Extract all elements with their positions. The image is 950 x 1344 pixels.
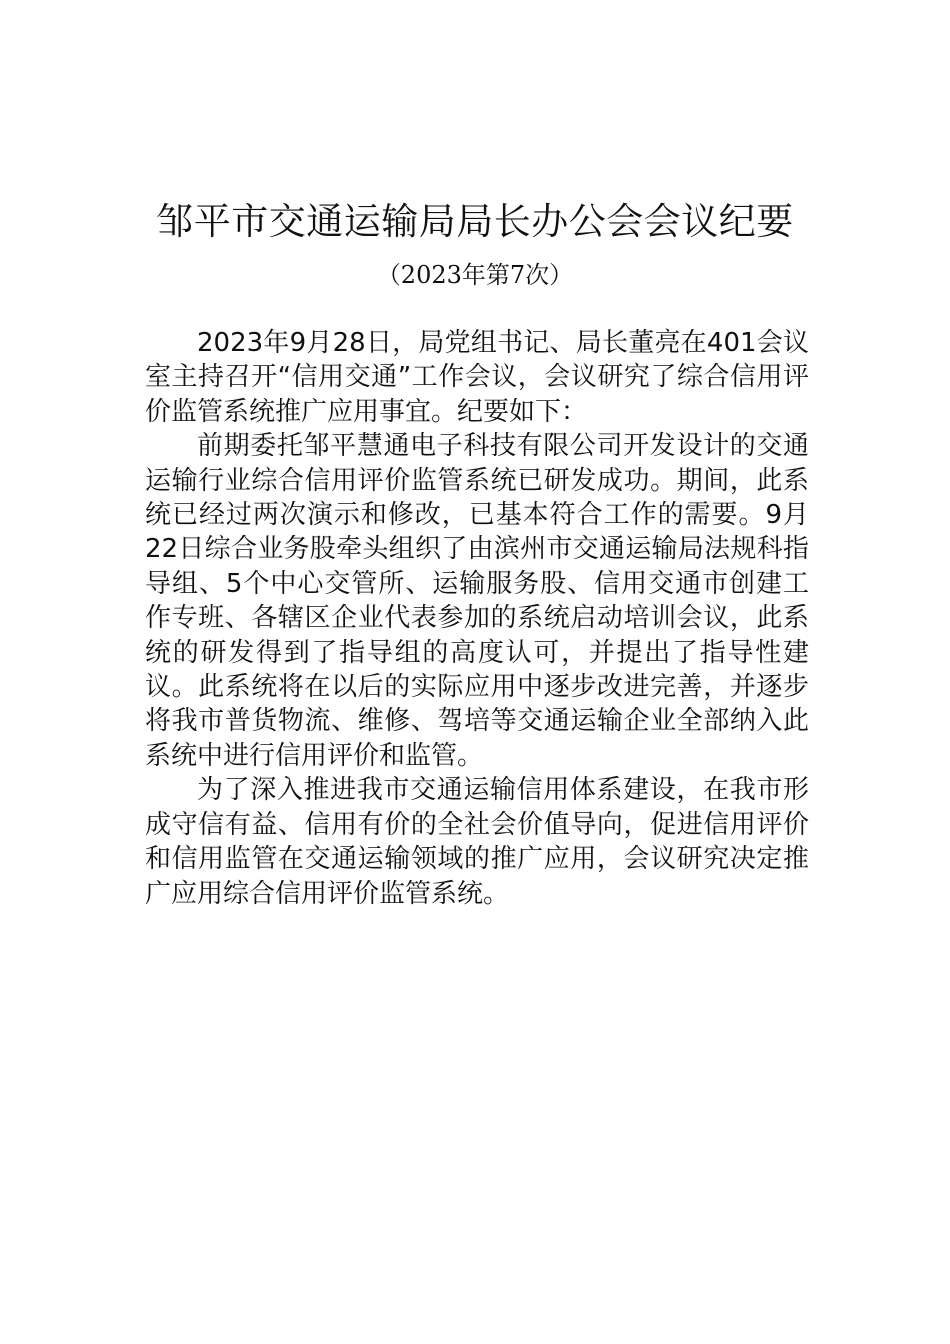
document-subtitle: （2023年第7次） [376, 261, 574, 289]
document-title: 邹平市交通运输局局长办公会会议纪要 [156, 200, 794, 243]
body-paragraph: 前期委托邹平慧通电子科技有限公司开发设计的交通运输行业综合信用评价监管系统已研发成功。期间，此系统已经过两次演示和修改，已基本符合工作的需要。9月22日综合业务股牵头组织了由滨州市交通运输局法规科指导组、5个中心交管所、运输服务股、信用交通市创建工作专班、各辖区企业代表参加的系统启动培训会议，此系统的研发得到了指导组的高度认可，并提出了指导性建议。此系统将在以后的实际应用中逐步改进完善，并逐步将我市普货物流、维修、驾培等交通运输企业全部纳入此系统中进行信用评价和监管。 [145, 431, 809, 771]
body-paragraph: 为了深入推进我市交通运输信用体系建设，在我市形成守信有益、信用有价的全社会价值导向，促进信用评价和信用监管在交通运输领域的推广应用，会议研究决定推广应用综合信用评价监管系统。 [145, 775, 809, 909]
body-paragraph: 2023年9月28日，局党组书记、局长董亮在401会议室主持召开“信用交通”工作会议，会议研究了综合信用评价监管系统推广应用事宜。纪要如下： [145, 328, 809, 427]
document-body [145, 326, 809, 911]
